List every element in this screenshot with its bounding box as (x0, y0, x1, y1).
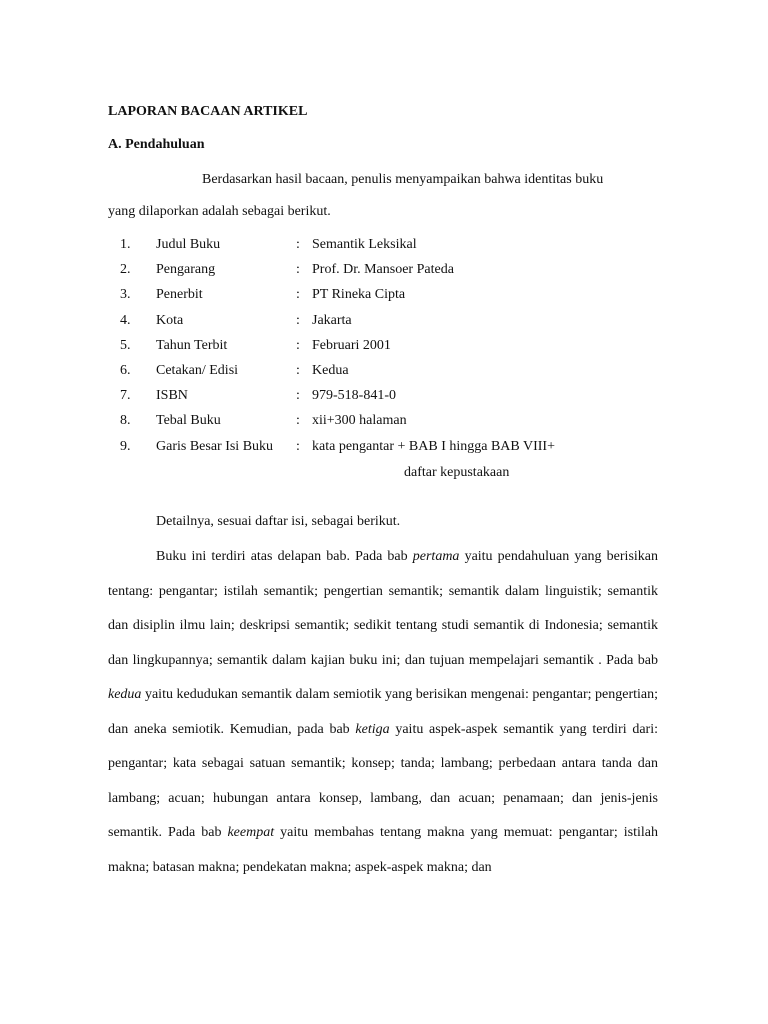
paragraph-text: yaitu membahas tentang makna yang memuat: pengantar; istilah makna; batasan makna; pendekatan makna; aspek-aspek makna; dan (108, 825, 658, 875)
paragraph-text: yaitu pendahuluan yang berisikan tentang: pengantar; istilah semantik; pengertian semantik; semantik dalam linguistik; semantik dan disiplin ilmu lain; deskripsi semantik; sedikit tentang studi semantik di Indonesia; semantik dan lingkupannya; semantik dalam kajian buku ini; dan tujuan mempelajari semantik . Pada bab (108, 549, 658, 668)
italic-term: keempat (227, 825, 275, 840)
identity-number: 3. (120, 287, 131, 302)
identity-number: 7. (120, 388, 131, 403)
identity-row (0, 287, 768, 307)
identity-colon: : (296, 287, 300, 302)
identity-row (0, 413, 768, 433)
italic-term: kedua (108, 687, 142, 702)
identity-colon: : (296, 413, 300, 428)
identity-value: PT Rineka Cipta (312, 287, 406, 302)
identity-number: 8. (120, 413, 131, 428)
identity-label: Penerbit (156, 287, 203, 302)
identity-row (0, 262, 768, 282)
identity-continuation: daftar kepustakaan (404, 465, 510, 480)
identity-label: Cetakan/ Edisi (156, 363, 239, 378)
identity-value: Semantik Leksikal (312, 237, 417, 252)
identity-number: 5. (120, 338, 131, 353)
identity-value: Februari 2001 (312, 338, 391, 353)
identity-label: Pengarang (156, 262, 216, 277)
identity-row (0, 388, 768, 408)
intro-line-1: Berdasarkan hasil bacaan, penulis menyampaikan bahwa identitas buku (202, 172, 604, 187)
paragraph-text: yaitu aspek-aspek semantik yang terdiri dari: pengantar; kata sebagai satuan semantik; konsep; tanda; lambang; perbedaan antara tanda dan lambang; acuan; hubungan antara konsep, lambang, dan acuan; penamaan; dan jenis-jenis semantik. Pada bab (108, 721, 658, 840)
identity-colon: : (296, 262, 300, 277)
identity-colon: : (296, 439, 300, 454)
identity-label: Tebal Buku (156, 413, 221, 428)
section-heading: A. Pendahuluan (108, 137, 205, 152)
identity-label: Tahun Terbit (156, 338, 228, 353)
identity-colon: : (296, 338, 300, 353)
identity-row (0, 338, 768, 358)
identity-number: 1. (120, 237, 131, 252)
report-title: LAPORAN BACAAN ARTIKEL (108, 104, 308, 119)
identity-number: 9. (120, 439, 131, 454)
identity-row (0, 237, 768, 257)
paragraph-text: Buku ini terdiri atas delapan bab. Pada bab (156, 549, 413, 564)
body-paragraph (108, 540, 658, 885)
identity-value: xii+300 halaman (312, 413, 407, 428)
identity-number: 6. (120, 363, 131, 378)
identity-number: 4. (120, 313, 131, 328)
identity-value: Prof. Dr. Mansoer Pateda (312, 262, 454, 277)
identity-row (0, 363, 768, 383)
identity-colon: : (296, 237, 300, 252)
identity-value: Jakarta (312, 313, 352, 328)
italic-term: ketiga (355, 721, 390, 737)
identity-label: Kota (156, 313, 184, 328)
intro-line-2: yang dilaporkan adalah sebagai berikut. (108, 204, 331, 219)
identity-colon: : (296, 313, 300, 328)
identity-label: ISBN (156, 388, 188, 403)
identity-row (0, 313, 768, 333)
identity-label: Garis Besar Isi Buku (156, 439, 274, 454)
identity-value: kata pengantar + BAB I hingga BAB VIII+ (312, 439, 555, 454)
identity-value: Kedua (312, 363, 349, 378)
identity-colon: : (296, 363, 300, 378)
italic-term: pertama (412, 549, 460, 564)
identity-row (0, 439, 768, 459)
identity-colon: : (296, 388, 300, 403)
detail-line: Detailnya, sesuai daftar isi, sebagai berikut. (156, 514, 401, 529)
identity-number: 2. (120, 262, 131, 277)
identity-value: 979-518-841-0 (312, 388, 396, 403)
paragraph-text: yaitu kedudukan semantik dalam semiotik yang berisikan mengenai: pengantar; pengertian; dan aneka semiotik. Kemudian, pada bab (108, 687, 658, 737)
identity-label: Judul Buku (156, 237, 221, 252)
